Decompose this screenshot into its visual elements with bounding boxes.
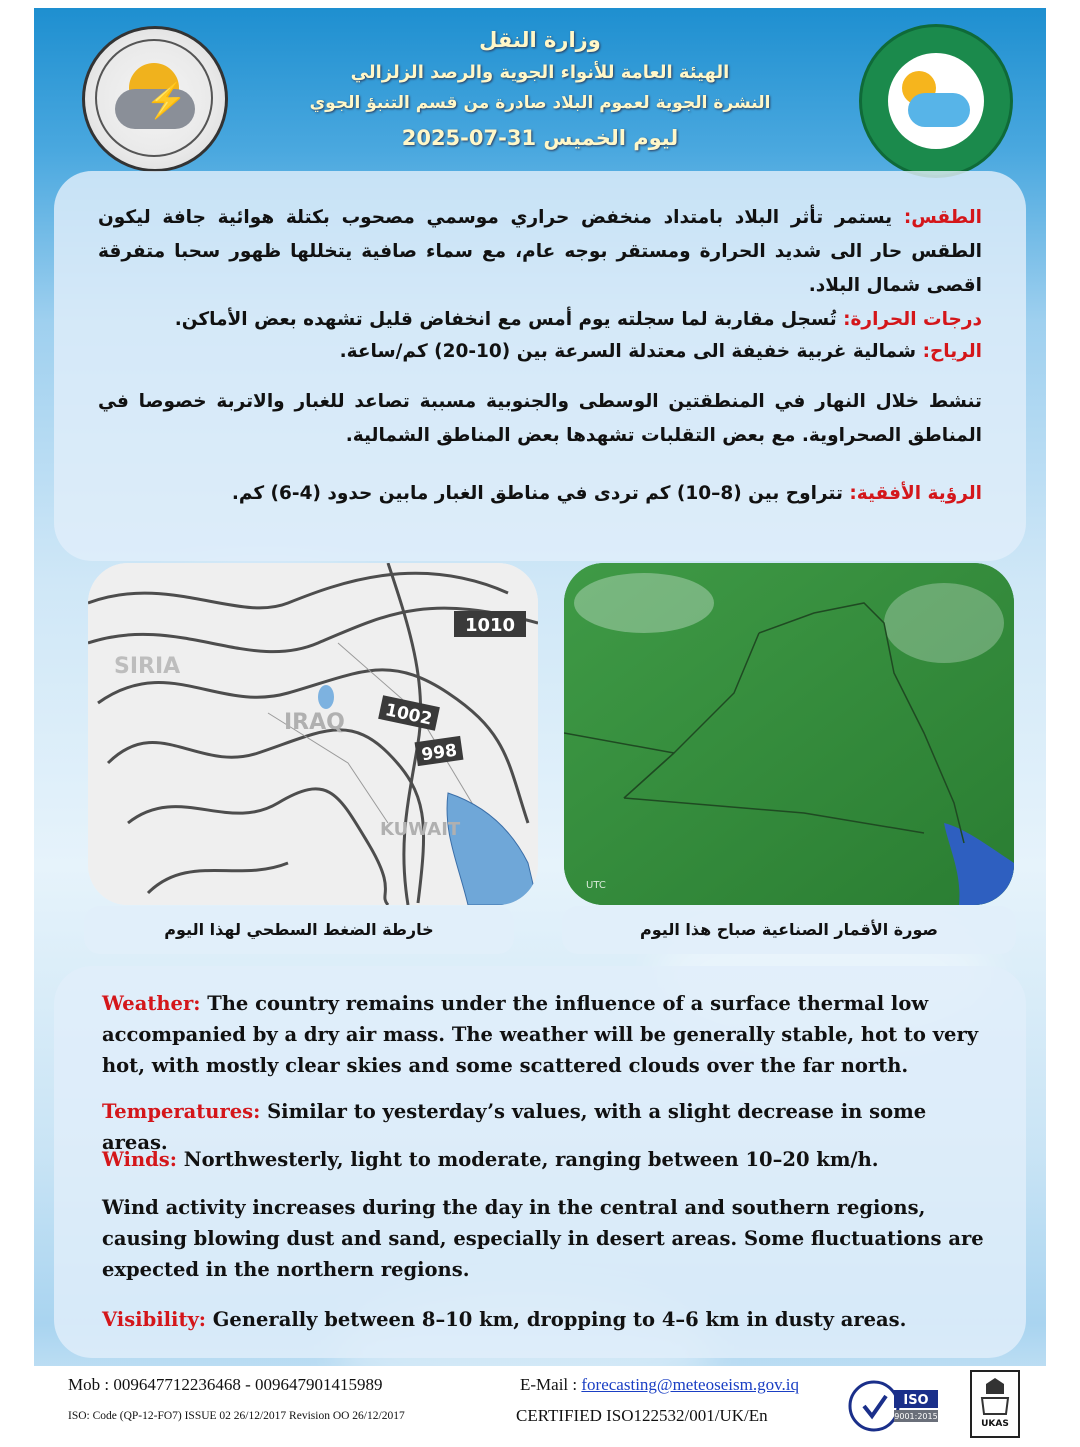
english-temp-label: Temperatures: (102, 1100, 261, 1123)
english-forecast-panel (54, 966, 1026, 1358)
footer (34, 1366, 1046, 1438)
ministry-title: وزارة النقل (479, 28, 601, 52)
email-link[interactable]: forecasting@meteoseism.gov.iq (581, 1375, 799, 1394)
arabic-forecast-panel (54, 171, 1026, 561)
isobar-label: 998 (420, 740, 459, 766)
satellite-image (564, 563, 1014, 905)
iso-code: ISO: Code (QP-12-FO7) ISSUE 02 26/12/2017 Revision OO 26/12/2017 (68, 1410, 405, 1422)
arabic-weather-label: الطقس: (903, 207, 982, 228)
english-temp-text: Similar to yesterday’s values, with a slight decrease in some areas. (102, 1100, 927, 1154)
english-weather-label: Weather: (102, 992, 201, 1015)
surface-pressure-map (88, 563, 538, 905)
arabic-visibility-paragraph (98, 477, 982, 511)
lightning-icon: ⚡ (145, 81, 188, 121)
ukas-label: UKAS (981, 1419, 1009, 1429)
iso-certified-badge (846, 1376, 942, 1434)
arabic-winds-paragraph (98, 335, 982, 369)
arabic-winds-label: الرياح: (922, 341, 982, 362)
english-winds-paragraph (102, 1144, 986, 1175)
arabic-weather-text: يستمر تأثر البلاد بامتداد منخفض حراري موسمي مصحوب بكتلة هوائية جافة ليكون الطقس حار الى شديد الحرارة ومستقر بوجه عام، مع سماء صافية يتخللها ظهور سحبا متفرقة اقصى شمال البلاد. (98, 207, 982, 296)
english-visibility-text: Generally between 8–10 km, dropping to 4–6 km in dusty areas. (205, 1308, 907, 1331)
english-visibility-label: Visibility: (102, 1308, 206, 1331)
english-weather-text: The country remains under the influence of a surface thermal low accompanied by a dry air mass. The weather will be generally stable, hot to very hot, with mostly clear skies and some scattered clouds over the far north. (102, 992, 979, 1077)
authority-title: الهيئة العامة للأنواء الجوية والرصد الزلزالي (350, 62, 730, 83)
arabic-temp-text: تُسجل مقاربة لما سجلته يوم أمس مع انخفاض قليل تشهده بعض الأماكن. (174, 309, 844, 330)
email-label: E-Mail : (520, 1375, 578, 1394)
ukas-badge (970, 1370, 1020, 1438)
isobar-label: 1010 (464, 615, 516, 636)
email-line (520, 1375, 799, 1395)
arabic-visibility-label: الرؤية الأفقية: (849, 483, 982, 504)
arabic-weather-paragraph (98, 201, 982, 337)
certification: CERTIFIED ISO122532/001/UK/En (516, 1406, 768, 1425)
satellite-time-tag: UTC (586, 880, 606, 891)
english-winds-text: Northwesterly, light to moderate, ranging between 10–20 km/h. (176, 1148, 879, 1171)
country-label: SIRIA (114, 654, 181, 679)
arabic-temp-label: درجات الحرارة: (843, 309, 982, 330)
english-weather-paragraph (102, 988, 986, 1081)
iso-badge-sub: 9001:2015 (894, 1412, 938, 1421)
arabic-activity-paragraph: تنشط خلال النهار في المنطقتين الوسطى والجنوبية مسببة تصاعد للغبار والاتربة خصوصا في المناطق الصحراوية. مع بعض التقلبات تشهدها بعض المناطق الشمالية. (98, 391, 982, 446)
english-activity-paragraph: Wind activity increases during the day in the central and southern regions, causing blowing dust and sand, especially in desert areas. Some fluctuations are expected in the northern regions. (102, 1196, 984, 1281)
mobile-numbers: Mob : 009647712236468 - 009647901415989 (68, 1375, 383, 1394)
country-label: IRAQ (284, 710, 345, 735)
arabic-winds-text: شمالية غربية خفيفة الى معتدلة السرعة بين (10-20) كم/ساعة. (339, 341, 923, 362)
crown-icon (986, 1378, 1004, 1394)
satellite-caption: صورة الأقمار الصناعية صباح هذا اليوم (562, 906, 1016, 954)
bulletin-date: ليوم الخميس 31-07-2025 (401, 126, 679, 150)
header (34, 8, 1046, 178)
bulletin-page (34, 8, 1046, 1438)
english-visibility-paragraph (102, 1304, 986, 1335)
bulletin-title: النشرة الجوية لعموم البلاد صادرة من قسم التنبؤ الجوي (309, 93, 771, 113)
pressure-map-caption: خارطة الضغط السطحي لهذا اليوم (84, 906, 514, 954)
country-label: KUWAIT (380, 819, 461, 840)
arabic-visibility-text: تتراوح بين (8–10) كم تردى في مناطق الغبار مابين حدود (4-6) كم. (231, 483, 850, 504)
isobar-label: 1002 (383, 700, 434, 730)
english-winds-label: Winds: (102, 1148, 177, 1171)
iso-badge-label: ISO (903, 1393, 929, 1408)
